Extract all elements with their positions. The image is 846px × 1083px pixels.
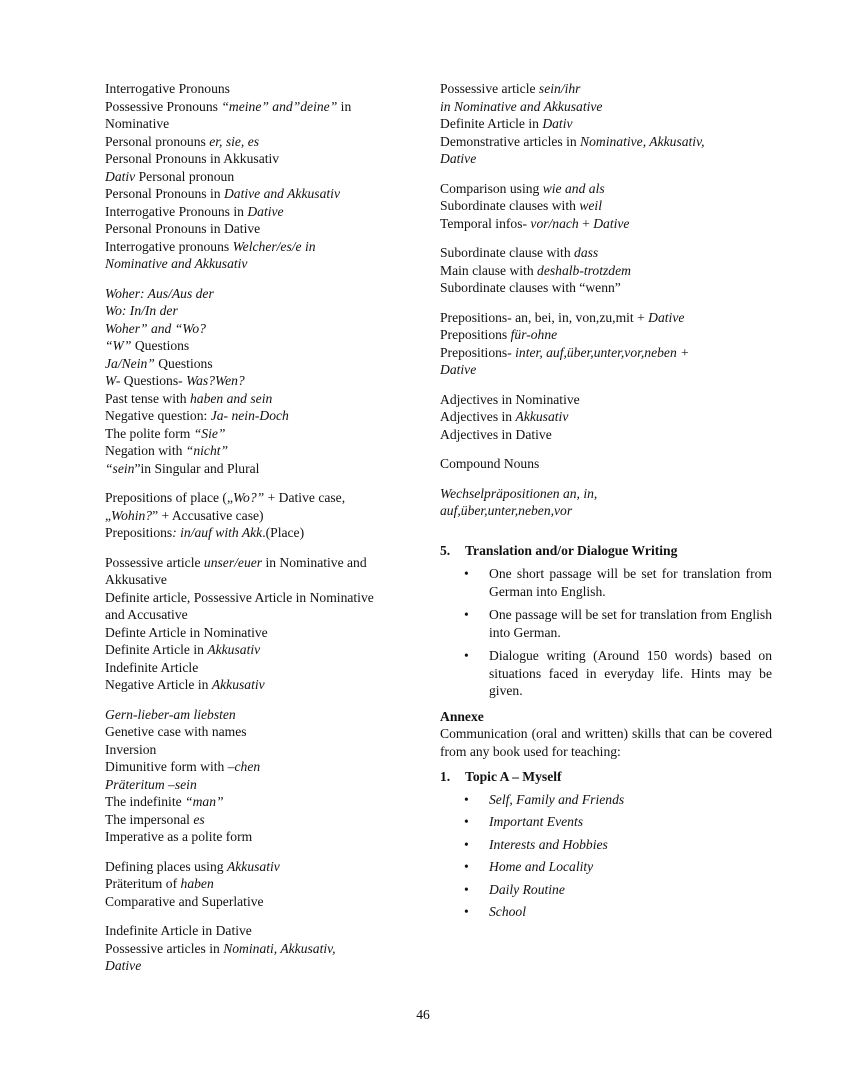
left-topic-block xyxy=(105,706,420,846)
italic-term: Akkusativ xyxy=(207,642,261,657)
text-run: Subordinate clauses with xyxy=(440,198,580,213)
section-5-heading xyxy=(440,542,772,560)
text-run: Personal pronoun xyxy=(135,168,235,184)
text-run: Dimunitive form with xyxy=(105,759,228,774)
text-line xyxy=(440,309,772,327)
topic-a-number: 1. xyxy=(440,769,451,784)
text-run: Possessive articles in xyxy=(105,940,224,956)
text-run: The impersonal xyxy=(105,811,194,827)
italic-term: “nicht” xyxy=(185,443,229,458)
text-line xyxy=(105,390,420,408)
italic-term: Woher” and “Wo? xyxy=(105,320,206,336)
text-run: Main clause with xyxy=(440,262,538,278)
bullet-icon: • xyxy=(464,791,469,807)
text-run: Präteritum of xyxy=(105,876,181,891)
text-line xyxy=(105,828,420,846)
text-run: Interrogative pronouns xyxy=(105,238,233,254)
text-line xyxy=(105,922,420,940)
text-run: Personal Pronouns in Akkusativ xyxy=(105,151,280,166)
text-line xyxy=(440,80,772,98)
italic-term: Dative xyxy=(593,215,630,231)
text-line xyxy=(440,115,772,133)
text-line xyxy=(105,893,420,911)
text-run: Prepositions of place („ xyxy=(105,490,233,505)
text-line xyxy=(105,320,420,338)
text-run: Defining places using xyxy=(105,858,227,874)
section-5-number: 5. xyxy=(440,542,451,558)
text-line xyxy=(440,197,772,215)
text-line xyxy=(105,706,420,724)
text-line xyxy=(105,425,420,443)
text-line xyxy=(105,589,420,607)
text-line xyxy=(105,624,420,642)
topic-a-item xyxy=(440,858,772,876)
italic-term: Ja- nein-Doch xyxy=(210,408,289,423)
italic-term: Dative xyxy=(247,203,284,219)
text-line xyxy=(440,455,772,473)
text-run: Prepositions- an, bei, in, von,zu,mit + xyxy=(440,309,649,325)
text-run: Indefinite Article xyxy=(105,659,199,675)
text-run: Interrogative Pronouns in xyxy=(105,203,248,219)
italic-term: : in/auf with Akk xyxy=(172,525,263,540)
topic-a-item xyxy=(440,813,772,831)
text-line xyxy=(105,238,420,256)
italic-term: Gern-lieber-am liebsten xyxy=(105,706,236,722)
right-column xyxy=(440,80,772,921)
text-line xyxy=(105,571,420,589)
text-line xyxy=(105,203,420,221)
text-line xyxy=(105,676,420,694)
text-line xyxy=(105,758,420,776)
italic-term: Was?Wen? xyxy=(186,373,245,388)
text-line xyxy=(105,185,420,203)
italic-term: “sein xyxy=(105,460,135,476)
text-line xyxy=(440,502,772,520)
list-item-text: School xyxy=(489,904,526,919)
text-line xyxy=(105,337,420,355)
text-line xyxy=(105,407,420,425)
list-item-text: One short passage will be set for translation from German into English. xyxy=(489,566,772,599)
text-run: Definte Article in Nominative xyxy=(105,624,268,640)
text-line xyxy=(105,554,420,572)
section-5-bullet-list xyxy=(440,565,772,700)
text-run: Negation with xyxy=(105,443,186,458)
italic-term: Dative xyxy=(648,309,685,325)
italic-term: inter, auf,über,unter,vor,neben + xyxy=(515,344,690,360)
text-run: ”in Singular and Plural xyxy=(134,460,260,476)
section-5-bullet xyxy=(440,606,772,641)
text-run: Possessive article xyxy=(105,554,204,570)
text-line xyxy=(105,442,420,460)
topic-a-list xyxy=(440,791,772,921)
italic-term: für-ohne xyxy=(510,327,558,342)
italic-term: Wo: In/In der xyxy=(105,303,178,318)
text-line xyxy=(105,606,420,624)
left-topic-block xyxy=(105,554,420,694)
text-run: Subordinate clauses with “wenn” xyxy=(440,280,621,295)
italic-term: Dative xyxy=(105,958,142,973)
list-item-text: Dialogue writing (Around 150 words) based on situations faced in everyday life. Hints may be given. xyxy=(489,648,772,698)
text-run: Temporal infos- xyxy=(440,215,531,231)
italic-term: Präteritum –sein xyxy=(105,776,197,792)
list-item-text: Self, Family and Friends xyxy=(489,791,625,807)
text-run: Definite Article in xyxy=(440,116,543,131)
annexe-title: Annexe xyxy=(440,708,484,724)
text-run: Possessive article xyxy=(440,81,539,96)
text-run: in Nominative and xyxy=(262,554,367,570)
bullet-icon: • xyxy=(464,607,469,622)
text-line xyxy=(440,98,772,116)
text-line xyxy=(105,957,420,975)
text-run: Adjectives in Nominative xyxy=(440,391,580,407)
text-run: Questions xyxy=(131,338,190,353)
text-run: Personal pronouns xyxy=(105,133,210,149)
italic-term: –chen xyxy=(227,759,261,774)
text-line xyxy=(105,776,420,794)
left-column xyxy=(105,80,420,975)
text-run: Imperative as a polite form xyxy=(105,829,253,844)
italic-term: sein/ihr xyxy=(538,81,581,96)
text-line xyxy=(440,408,772,426)
text-line xyxy=(105,255,420,273)
italic-term: Akkusativ xyxy=(211,677,265,692)
italic-term: weil xyxy=(579,198,602,213)
text-line xyxy=(105,115,420,133)
text-run: ” + Accusative case) xyxy=(152,507,264,523)
text-line xyxy=(440,391,772,409)
annexe-text: Communication (oral and written) skills that can be covered from any book used for teaching: xyxy=(440,726,772,759)
text-line xyxy=(105,858,420,876)
text-run: Akkusative xyxy=(105,572,167,587)
text-line xyxy=(105,285,420,303)
left-topic-block xyxy=(105,285,420,478)
text-line xyxy=(105,793,420,811)
text-run: The indefinite xyxy=(105,794,186,809)
text-run: Inversion xyxy=(105,741,157,757)
italic-term: “Sie” xyxy=(193,425,226,441)
text-line xyxy=(440,150,772,168)
text-line xyxy=(440,244,772,262)
text-line xyxy=(440,279,772,297)
text-run: Questions- xyxy=(120,373,187,388)
text-run: Prepositions xyxy=(105,525,173,540)
list-item-text: Important Events xyxy=(489,814,584,829)
text-run: Possessive Pronouns xyxy=(105,98,222,114)
text-line xyxy=(105,940,420,958)
italic-term: Nominati, Akkusativ, xyxy=(223,940,336,956)
italic-term: Dative xyxy=(440,151,477,166)
left-topic-block xyxy=(105,858,420,911)
text-line xyxy=(105,507,420,525)
bullet-icon: • xyxy=(464,881,469,897)
bullet-icon: • xyxy=(464,648,469,663)
italic-term: dass xyxy=(574,245,599,260)
text-run: and Accusative xyxy=(105,607,188,622)
text-run: Questions xyxy=(154,355,213,371)
page-number: 46 xyxy=(416,1007,430,1022)
italic-term: wie and als xyxy=(542,180,605,196)
italic-term: Ja/Nein” xyxy=(105,355,155,371)
bullet-icon: • xyxy=(464,859,469,874)
italic-term: Dativ xyxy=(542,116,573,131)
italic-term: vor/nach xyxy=(530,215,579,231)
italic-term: Nominative, Akkusativ, xyxy=(580,133,705,149)
right-topic-block xyxy=(440,485,772,520)
text-run: Prepositions- xyxy=(440,344,516,360)
text-run: Comparative and Superlative xyxy=(105,893,264,909)
italic-term: Dative xyxy=(440,362,477,377)
italic-term: “meine” and”deine” xyxy=(221,98,338,114)
topic-a-item xyxy=(440,881,772,899)
text-run: Prepositions xyxy=(440,327,511,342)
text-run: in xyxy=(337,98,352,114)
italic-term: Dativ xyxy=(105,168,136,184)
topic-a-item xyxy=(440,903,772,921)
italic-term: Wechselpräpositionen an, in, xyxy=(440,485,598,501)
text-run: + Dative case, xyxy=(264,490,346,505)
text-line xyxy=(440,133,772,151)
italic-term: haben and sein xyxy=(189,390,273,406)
italic-term: deshalb-trotzdem xyxy=(537,262,631,278)
italic-term: Wohin? xyxy=(111,507,153,523)
text-run: Adjectives in Dative xyxy=(440,426,552,442)
text-line xyxy=(105,811,420,829)
text-run: Subordinate clause with xyxy=(440,245,575,260)
bullet-icon: • xyxy=(464,814,469,829)
text-line xyxy=(105,372,420,390)
italic-term: Akkusativ xyxy=(226,858,280,874)
right-topic-block xyxy=(440,455,772,473)
italic-term: Woher: Aus/Aus der xyxy=(105,285,214,301)
italic-term: Dative and Akkusativ xyxy=(223,186,340,201)
text-line xyxy=(440,426,772,444)
italic-term: er, sie, es xyxy=(209,133,260,149)
text-line xyxy=(440,485,772,503)
right-topic-block xyxy=(440,180,772,233)
text-line xyxy=(105,355,420,373)
section-5-bullet xyxy=(440,647,772,700)
right-topic-blocks xyxy=(440,80,772,520)
text-run: Demonstrative articles in xyxy=(440,133,581,149)
italic-term: “W” xyxy=(105,338,132,353)
text-run: Genetive case with names xyxy=(105,724,247,739)
text-line xyxy=(440,180,772,198)
section-5-bullet xyxy=(440,565,772,600)
topic-a-item xyxy=(440,836,772,854)
text-line xyxy=(105,741,420,759)
bullet-icon: • xyxy=(464,566,469,581)
bullet-icon: • xyxy=(464,836,469,852)
text-run: Personal Pronouns in xyxy=(105,186,224,201)
text-run: Personal Pronouns in Dative xyxy=(105,221,261,236)
right-topic-block xyxy=(440,244,772,297)
right-topic-block xyxy=(440,391,772,444)
text-run: Compound Nouns xyxy=(440,456,540,471)
text-line xyxy=(105,133,420,151)
italic-term: unser/euer xyxy=(203,554,263,570)
topic-a-title: Topic A – Myself xyxy=(465,769,562,784)
topic-a-item xyxy=(440,791,772,809)
list-item-text: Interests and Hobbies xyxy=(489,836,608,852)
text-run: Definite Article in xyxy=(105,642,208,657)
text-run: Adjectives in xyxy=(440,409,516,424)
left-topic-block xyxy=(105,80,420,273)
text-line xyxy=(440,361,772,379)
bullet-icon: • xyxy=(464,904,469,919)
text-line xyxy=(105,80,420,98)
italic-term: auf,über,unter,neben,vor xyxy=(440,503,573,518)
italic-term: in Nominative and Akkusative xyxy=(440,98,603,114)
list-item-text: Daily Routine xyxy=(489,881,565,897)
text-run: Nominative xyxy=(105,116,170,131)
text-line xyxy=(105,220,420,238)
text-line xyxy=(105,168,420,186)
text-line xyxy=(105,150,420,168)
text-run: .(Place) xyxy=(262,525,305,540)
text-run: Comparison using xyxy=(440,180,543,196)
text-line xyxy=(105,302,420,320)
text-line xyxy=(105,489,420,507)
italic-term: “man” xyxy=(185,794,224,809)
text-line xyxy=(105,524,420,542)
text-run: Interrogative Pronouns xyxy=(105,81,230,96)
italic-term: haben xyxy=(180,876,214,891)
text-line xyxy=(440,262,772,280)
left-topic-block xyxy=(105,922,420,975)
left-topic-block xyxy=(105,489,420,542)
topic-a-heading xyxy=(440,768,772,786)
text-line xyxy=(105,460,420,478)
text-line xyxy=(440,344,772,362)
text-run: Past tense with xyxy=(105,390,190,406)
italic-term: W- xyxy=(105,373,121,388)
list-item-text: One passage will be set for translation from English into German. xyxy=(489,607,772,640)
text-line xyxy=(105,875,420,893)
text-run: Indefinite Article in Dative xyxy=(105,923,252,938)
text-line xyxy=(105,659,420,677)
italic-term: Wo?” xyxy=(232,490,265,505)
text-run: „ xyxy=(105,507,112,523)
text-run: Negative Article in xyxy=(105,677,212,692)
text-line xyxy=(105,723,420,741)
text-run: Negative question: xyxy=(105,408,211,423)
list-item-text: Home and Locality xyxy=(489,859,594,874)
text-line xyxy=(105,641,420,659)
text-line xyxy=(440,215,772,233)
section-5-title: Translation and/or Dialogue Writing xyxy=(465,542,678,558)
italic-term: es xyxy=(193,811,205,827)
right-topic-block xyxy=(440,309,772,379)
text-run: + xyxy=(578,215,594,231)
italic-term: Akkusativ xyxy=(515,409,569,424)
italic-term: Nominative and Akkusativ xyxy=(105,256,248,271)
text-line xyxy=(105,98,420,116)
text-run: The polite form xyxy=(105,425,194,441)
text-run: Definite article, Possessive Article in Nominative xyxy=(105,589,374,605)
italic-term: Welcher/es/e in xyxy=(232,238,316,254)
right-topic-block xyxy=(440,80,772,168)
text-line xyxy=(440,326,772,344)
